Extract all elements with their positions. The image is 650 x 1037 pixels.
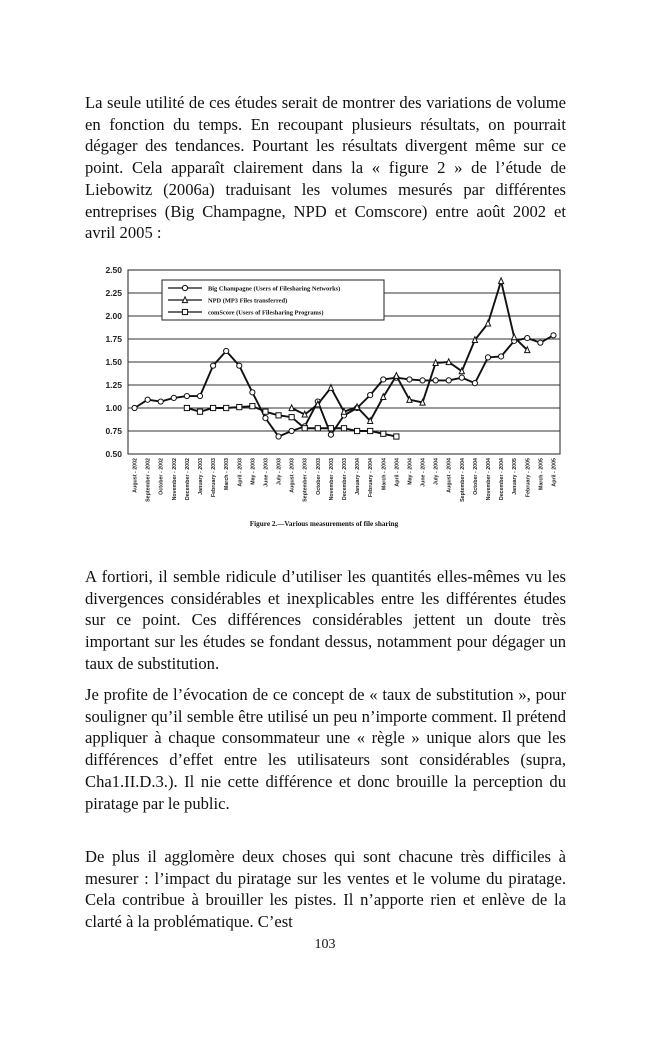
point-comscore (184, 405, 189, 410)
point-big-champagne (171, 395, 176, 400)
x-tick-label: March - 2005 (538, 458, 545, 491)
x-tick-label: January - 2005 (512, 458, 519, 495)
point-npd (512, 334, 517, 340)
point-big-champagne (368, 393, 373, 398)
x-tick-label: January - 2003 (198, 458, 204, 495)
page-number: 103 (314, 937, 336, 952)
point-comscore (354, 428, 359, 433)
x-tick-label: November - 2002 (171, 458, 178, 501)
point-comscore (289, 415, 294, 420)
x-tick-label: December - 2003 (342, 458, 348, 501)
x-tick-label: December - 2002 (184, 458, 191, 501)
x-tick-label: October - 2004 (472, 458, 479, 495)
figure-2 (90, 262, 570, 537)
x-tick-label: September - 2004 (459, 458, 466, 502)
point-comscore (315, 426, 320, 431)
paragraph-a-fortiori: A fortiori, il semble ridicule d’utiliser les quantités elles-mêmes vu les divergences considérables et inexplicables entre les différentes études sur ce point. Ces différences considérables jettent un doute très important sur les études se fondant dessus, notamment pour dégager un taux de substitution. (85, 567, 566, 673)
point-comscore (237, 404, 242, 409)
x-tick-label: June - 2003 (263, 458, 270, 487)
point-big-champagne (498, 354, 503, 359)
point-comscore (394, 434, 399, 439)
x-tick-label: October - 2003 (315, 458, 322, 495)
point-comscore (302, 426, 307, 431)
point-big-champagne (263, 416, 268, 421)
x-tick-label: August - 2004 (446, 458, 453, 493)
point-big-champagne (446, 378, 451, 383)
x-tick-label: February - 2003 (211, 458, 218, 498)
x-tick-label: February - 2004 (368, 458, 375, 498)
point-big-champagne (250, 390, 255, 395)
point-big-champagne (459, 375, 464, 380)
x-tick-label: December - 2004 (499, 458, 506, 501)
x-tick-label: March - 2003 (224, 458, 231, 491)
point-comscore (328, 426, 333, 431)
legend-label-comscore: comScore (Users of Filesharing Programs) (208, 309, 324, 317)
x-tick-label: August - 2003 (289, 458, 296, 493)
point-comscore (250, 404, 255, 409)
point-comscore (263, 409, 268, 414)
x-tick-label: July - 2004 (433, 458, 440, 486)
point-npd (485, 320, 490, 326)
y-tick-label: 2.25 (105, 288, 122, 298)
legend-marker-big-champagne (182, 285, 187, 290)
point-npd (354, 404, 359, 410)
legend-marker-comscore (182, 309, 187, 314)
point-big-champagne (485, 355, 490, 360)
point-big-champagne (289, 428, 294, 433)
file-sharing-chart (90, 262, 570, 537)
point-big-champagne (328, 432, 333, 437)
point-comscore (210, 405, 215, 410)
legend-label-big-champagne: Big Champagne (Users of Filesharing Networks) (208, 285, 341, 293)
y-tick-label: 1.75 (105, 334, 122, 344)
x-tick-label: September - 2003 (302, 458, 309, 502)
point-npd (498, 278, 503, 284)
y-tick-label: 0.50 (105, 449, 122, 459)
point-big-champagne (551, 333, 556, 338)
point-comscore (276, 413, 281, 418)
point-big-champagne (197, 393, 202, 398)
paragraph-de-plus: De plus il agglomère deux choses qui sont chacune très difficiles à mesurer : l’impact du piratage sur les ventes et le volume du piratage. Cela contribue à brouiller les pistes. Il n’apporte rien et enlève de la clarté à la problématique. C’est (85, 847, 566, 932)
x-tick-label: May - 2004 (407, 458, 414, 485)
x-tick-label: September - 2002 (145, 458, 152, 502)
point-big-champagne (224, 348, 229, 353)
x-tick-label: April - 2005 (551, 458, 558, 487)
point-big-champagne (158, 399, 163, 404)
x-tick-label: November - 2003 (328, 458, 335, 501)
point-big-champagne (184, 393, 189, 398)
point-comscore (368, 428, 373, 433)
paragraph-substitution: Je profite de l’évocation de ce concept de « taux de substitution », pour souligner qu’il semble être utilisé un peu n’importe comment. Il prétend appliquer à chaque consommateur une « règle » unique alors que les différences d’effet entre les utilisateurs sont considérables (supra, Cha1.II.D.3.). Il nie cette différence et donc brouille la perception du piratage par le public. (85, 685, 566, 813)
point-comscore (381, 431, 386, 436)
x-tick-label: January - 2004 (355, 458, 362, 495)
x-tick-label: April - 2003 (237, 458, 244, 487)
point-npd (446, 359, 451, 365)
point-big-champagne (145, 397, 150, 402)
y-tick-label: 0.75 (105, 426, 122, 436)
point-big-champagne (407, 377, 412, 382)
x-tick-label: October - 2002 (158, 458, 165, 495)
point-big-champagne (433, 378, 438, 383)
point-npd (289, 405, 294, 411)
point-big-champagne (472, 381, 477, 386)
point-big-champagne (538, 340, 543, 345)
figure-caption: Figure 2.—Various measurements of file sharing (249, 520, 399, 528)
point-comscore (224, 405, 229, 410)
point-comscore (341, 426, 346, 431)
point-big-champagne (420, 378, 425, 383)
x-tick-label: November - 2004 (486, 458, 492, 501)
series-line-big-champagne (135, 335, 554, 436)
point-big-champagne (276, 434, 281, 439)
y-tick-label: 2.50 (105, 265, 122, 275)
x-tick-label: April - 2004 (394, 458, 401, 487)
legend-label-npd: NPD (MP3 Files transferred) (208, 297, 288, 305)
x-tick-label: May - 2003 (250, 458, 257, 485)
y-tick-label: 1.25 (105, 380, 122, 390)
y-tick-label: 1.00 (105, 403, 122, 413)
y-tick-label: 2.00 (105, 311, 122, 321)
point-big-champagne (381, 377, 386, 382)
paragraph-intro: La seule utilité de ces études serait de montrer des variations de volume en fonction du temps. En recoupant plusieurs résultats, on pourrait dégager des tendances. Pourtant les résultats divergent même sur ce point. Cela apparaît clairement dans la « figure 2 » de l’étude de Liebowitz (2006a) traduisant les volumes mesurés par différentes entreprises (Big Champagne, NPD et Comscore) entre août 2002 et avril 2005 : (85, 93, 566, 243)
point-npd (433, 360, 438, 366)
x-tick-label: March - 2004 (381, 458, 388, 491)
point-big-champagne (210, 363, 215, 368)
point-comscore (197, 409, 202, 414)
point-npd (420, 399, 425, 405)
point-big-champagne (525, 335, 530, 340)
x-tick-label: June - 2004 (420, 458, 427, 487)
point-npd (394, 373, 399, 379)
x-tick-label: February - 2005 (525, 458, 532, 498)
point-big-champagne (132, 405, 137, 410)
point-big-champagne (237, 363, 242, 368)
y-tick-label: 1.50 (105, 357, 122, 367)
x-tick-label: August - 2002 (132, 458, 139, 493)
x-tick-label: July - 2003 (276, 458, 283, 486)
